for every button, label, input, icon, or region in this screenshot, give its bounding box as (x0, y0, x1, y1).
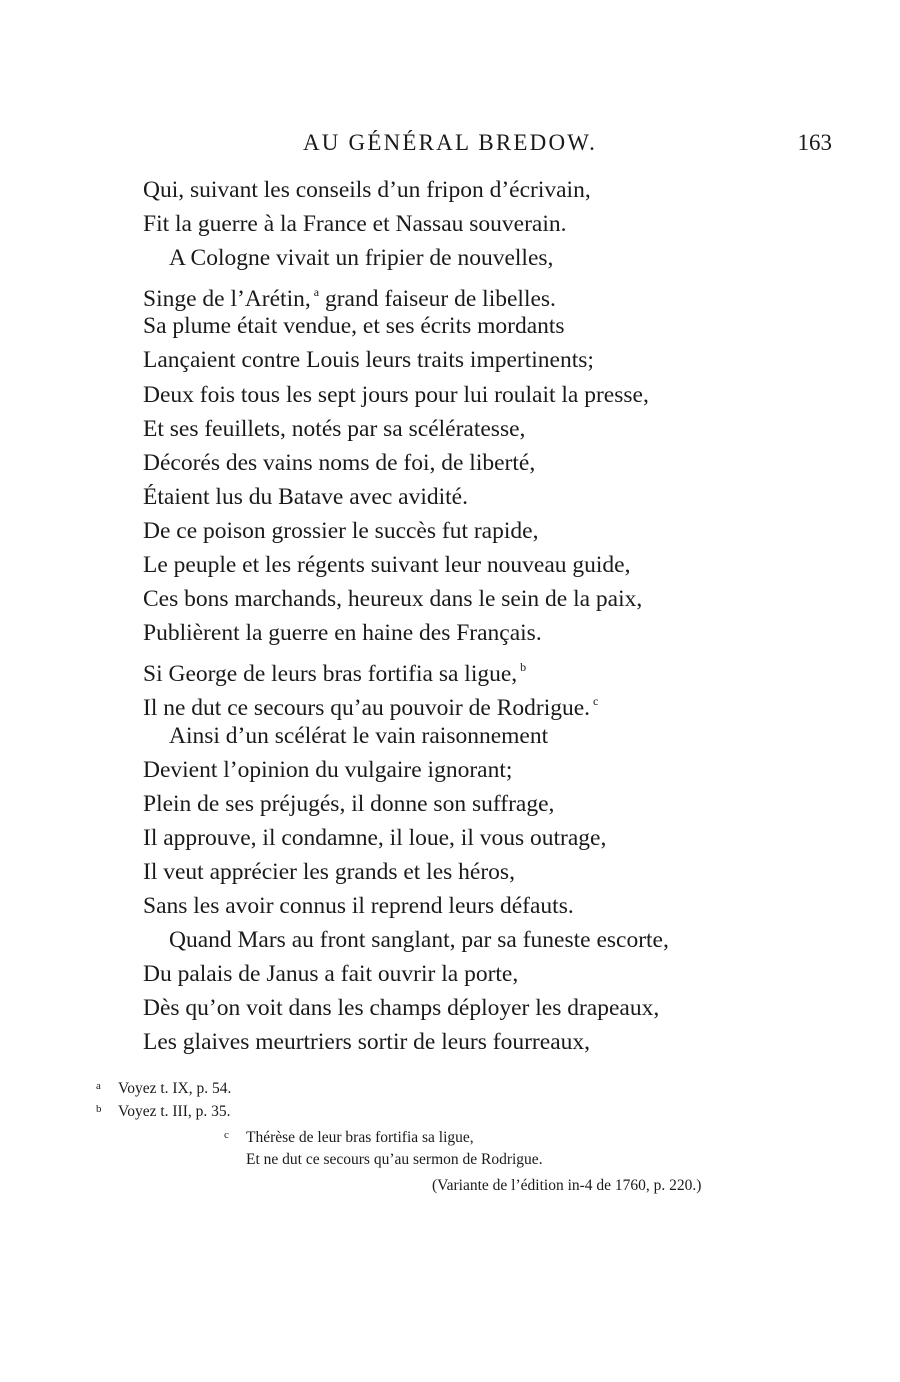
verse-text: Qui, suivant les conseils d’un fripon d’écrivain, (143, 177, 591, 203)
verse-line (143, 480, 803, 514)
footnote-text: Thérèse de leur bras fortifia sa ligue, (246, 1129, 474, 1146)
verse-text: Publièrent la guerre en haine des Français. (143, 620, 542, 647)
footnote-a (96, 1076, 231, 1099)
running-title: AU GÉNÉRAL BREDOW. (302, 130, 598, 155)
footnote-text: Voyez t. III, p. 35. (118, 1103, 231, 1120)
verse-text: Ces bons marchands, heureux dans le sein de la paix, (143, 586, 643, 613)
verse-text: Ainsi d’un scélérat le vain raisonnement (169, 722, 549, 749)
verse-line (143, 582, 803, 616)
verse-text: Étaient lus du Batave avec avidité. (143, 483, 468, 510)
verse-line (143, 991, 803, 1025)
verse-line (143, 275, 803, 313)
verse-line (143, 241, 803, 275)
verse-text: Plein de ses préjugés, il donne son suffrage, (143, 790, 555, 817)
verse-line (143, 412, 803, 446)
verse-text: Si George de leurs bras fortifia sa ligue, (143, 661, 518, 688)
footnote-ref-a: a (313, 285, 320, 300)
page-number: 163 (797, 130, 832, 155)
verse-text: Les glaives meurtriers sortir de leurs fourreaux, (143, 1029, 590, 1056)
verse-text: Singe de l’Arétin, (143, 286, 311, 313)
verse-text: Il approuve, il condamne, il loue, il vous outrage, (143, 824, 607, 851)
verse-line (143, 1025, 803, 1059)
verse-text: Devient l’opinion du vulgaire ignorant; (143, 756, 513, 783)
verse-line (143, 889, 803, 923)
verse-text: De ce poison grossier le succès fut rapide, (143, 517, 539, 544)
verse-line (143, 616, 803, 650)
footnote-ref-b: b (520, 660, 527, 675)
verse-line (143, 923, 803, 957)
verse-line (143, 719, 803, 753)
verse-text: Quand Mars au front sanglant, par sa funeste escorte, (169, 927, 669, 954)
verse-line (143, 309, 803, 343)
footnote-c-line-2: Et ne dut ce secours qu’au sermon de Rodrigue. (246, 1151, 543, 1168)
footnote-text: Voyez t. IX, p. 54. (118, 1080, 232, 1097)
verse-line (143, 446, 803, 480)
verse-text: Il ne dut ce secours qu’au pouvoir de Rodrigue. (143, 695, 591, 722)
verse-line (143, 378, 803, 412)
footnote-ref-c: c (593, 694, 599, 709)
verse-line (143, 514, 803, 548)
verse-line (143, 684, 803, 722)
verse-text: Deux fois tous les sept jours pour lui roulait la presse, (143, 381, 649, 408)
verse-line (143, 173, 803, 207)
verse-text: Lançaient contre Louis leurs traits impertinents; (143, 347, 594, 374)
footnote-c-source: (Variante de l’édition in-4 de 1760, p. 220.) (432, 1177, 702, 1194)
verse-text: Fit la guerre à la France et Nassau souverain. (143, 211, 567, 238)
verse-line (143, 650, 803, 688)
verse-text: Dès qu’on voit dans les champs déployer les drapeaux, (143, 995, 660, 1022)
footnote-c (224, 1125, 474, 1148)
verse-text: Et ses feuillets, notés par sa scélératesse, (143, 415, 526, 442)
verse-text: Décorés des vains noms de foi, de liberté, (143, 449, 536, 476)
verse-line (143, 548, 803, 582)
verse-line (143, 207, 803, 241)
verse-line (143, 821, 803, 855)
verse-text: A Cologne vivait un fripier de nouvelles, (169, 245, 554, 272)
verse-line (143, 957, 803, 991)
footnote-marker: a (96, 1080, 101, 1092)
verse-text: Il veut apprécier les grands et les héros, (143, 858, 515, 885)
running-head (0, 130, 900, 164)
footnote-marker: c (224, 1129, 229, 1141)
verse-line (143, 855, 803, 889)
footnote-b (96, 1099, 231, 1122)
verse-text: Sa plume était vendue, et ses écrits mordants (143, 313, 565, 340)
poem-body (143, 173, 803, 1059)
verse-line (143, 753, 803, 787)
verse-text: Le peuple et les régents suivant leur nouveau guide, (143, 552, 631, 579)
verse-text: Sans les avoir connus il reprend leurs défauts. (143, 892, 574, 919)
verse-text-continued: grand faiseur de libelles. (319, 286, 556, 313)
verse-line (143, 787, 803, 821)
footnote-marker: b (96, 1103, 102, 1115)
verse-line (143, 343, 803, 377)
verse-text: Du palais de Janus a fait ouvrir la porte, (143, 961, 519, 988)
